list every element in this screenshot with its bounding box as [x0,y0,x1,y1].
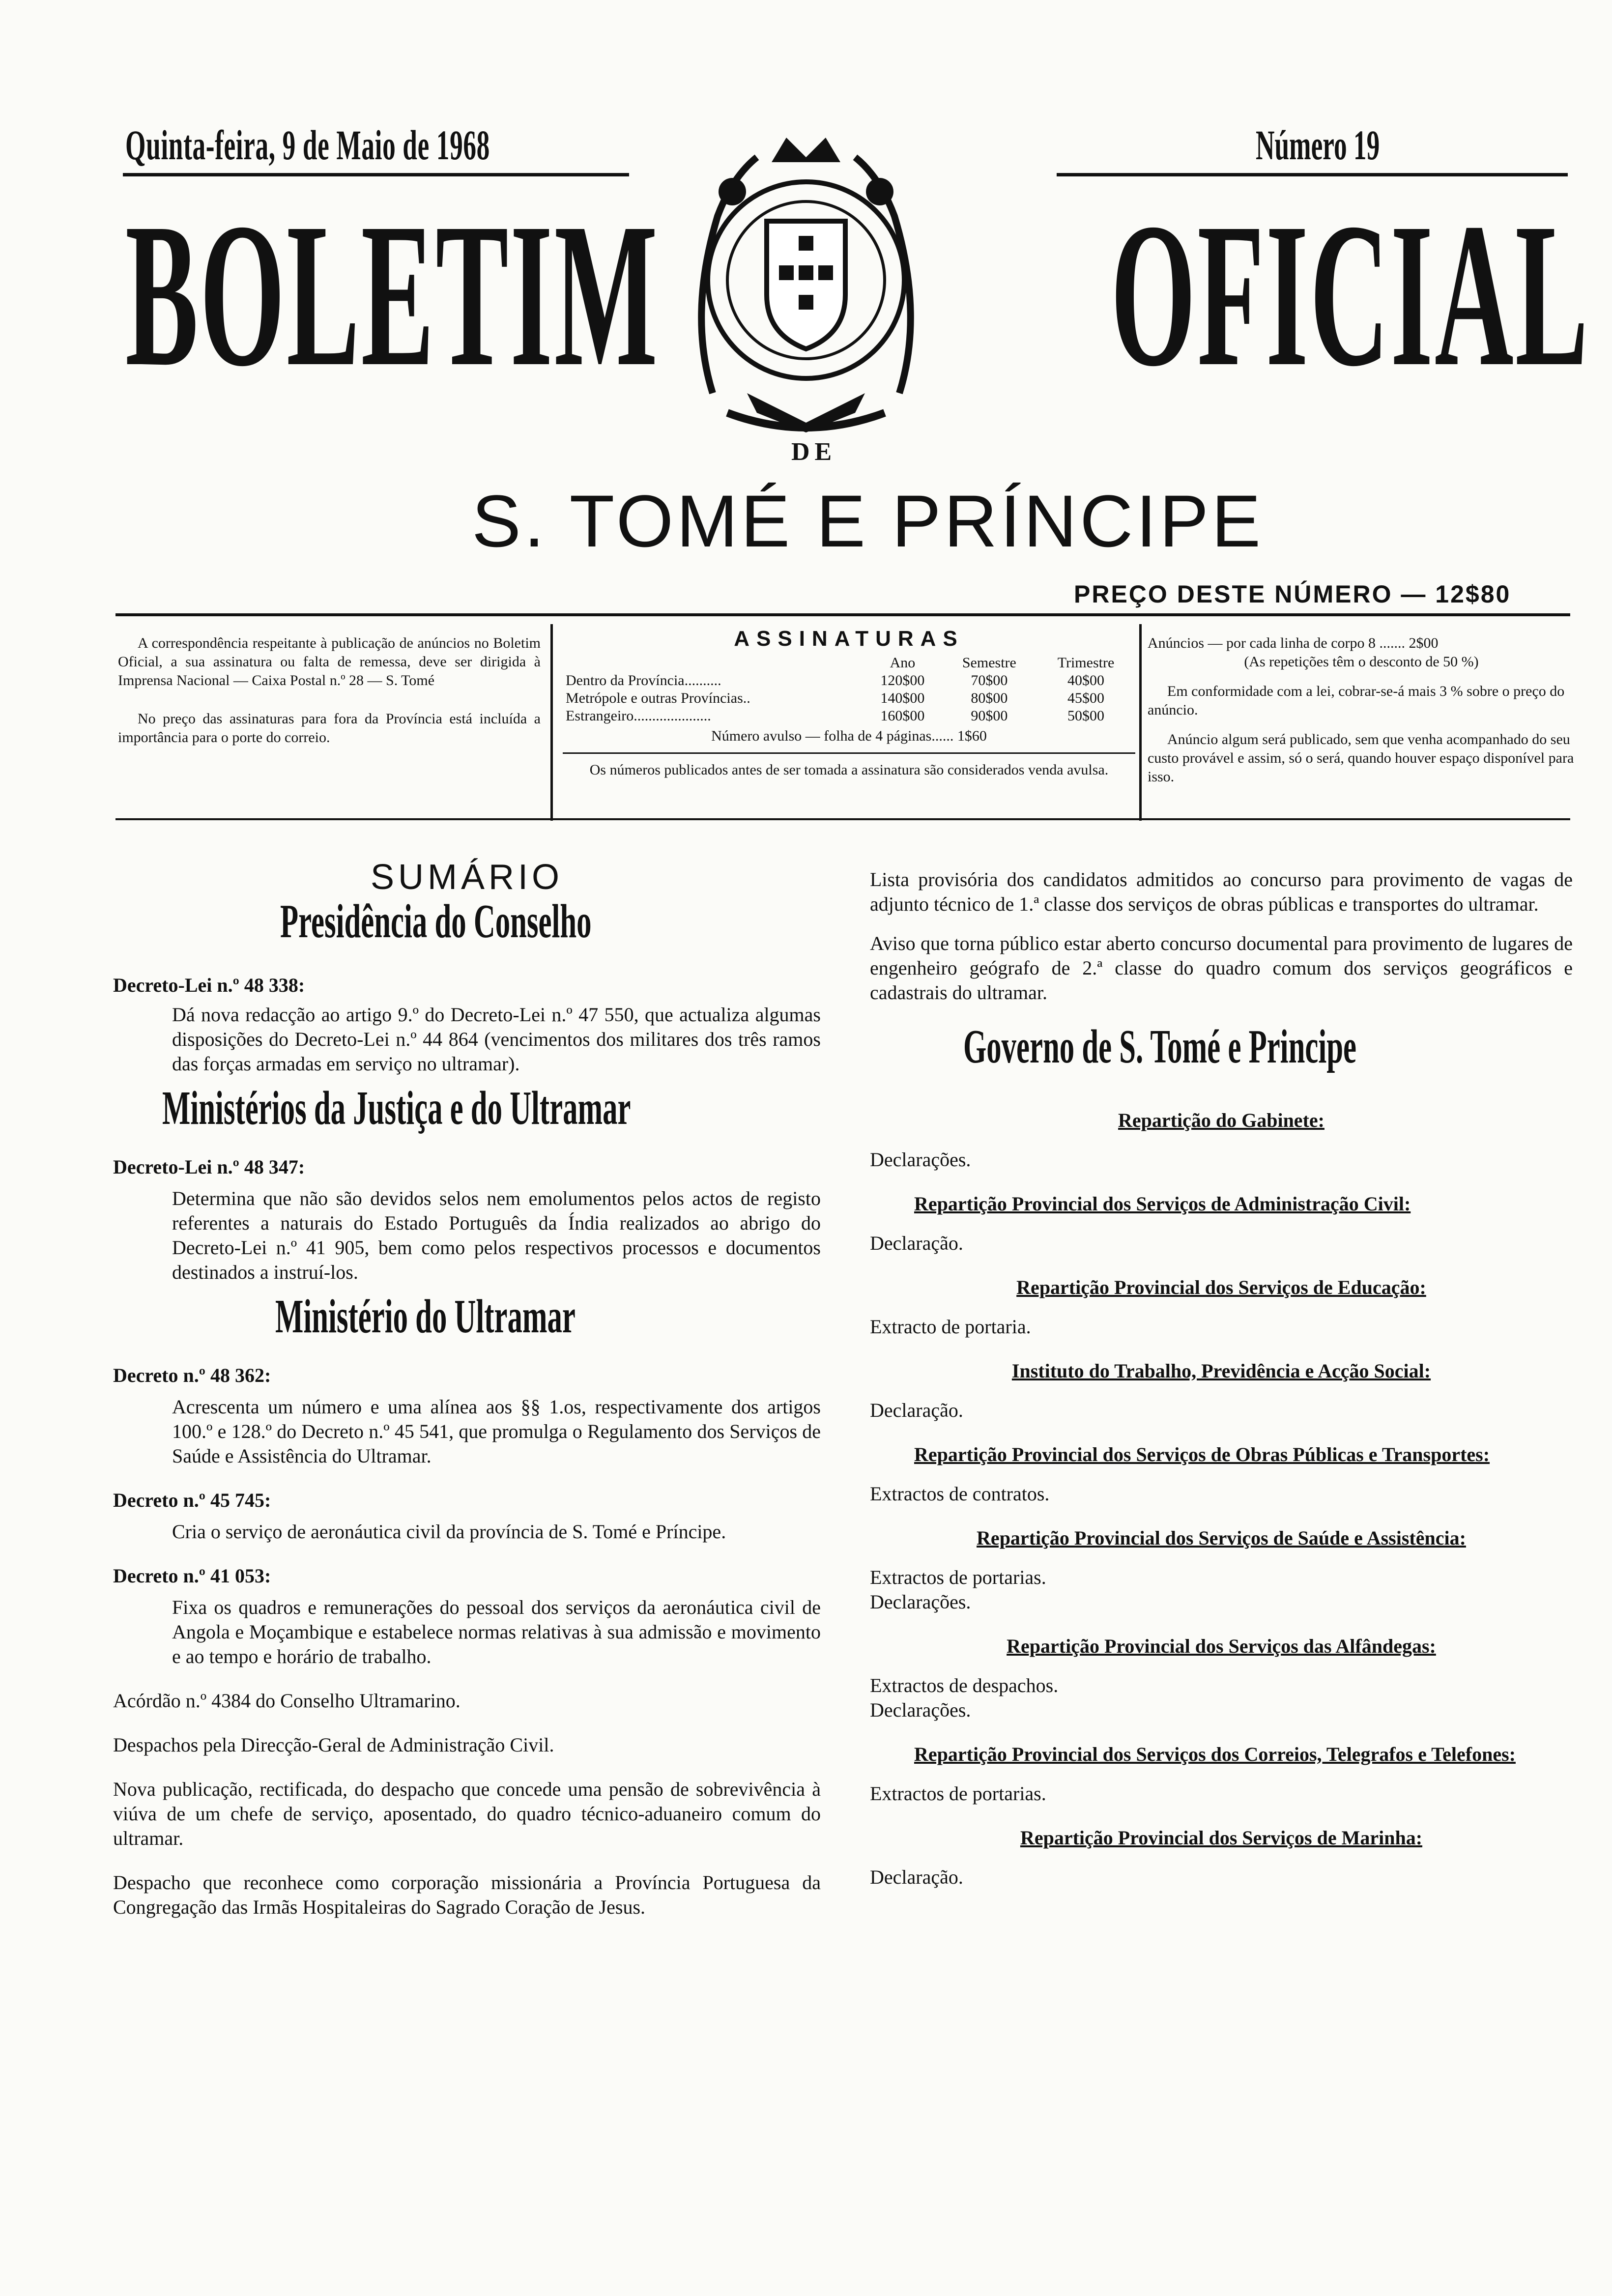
col-semestre: Semestre [962,655,1016,671]
issue-price: PREÇO DESTE NÚMERO — 12$80 [1074,580,1511,608]
issue-number: Número 19 [1256,121,1380,169]
decree-text: Determina que não são devidos selos nem emolumentos pelos actos de registo referentes a naturais do Estado Português da Índia realizados ao abrigo do Decreto-Lei n.º 41 905, bem como pelos respectivos processos e documentos destinados a instruí-los. [172,1187,821,1283]
ads-tax: Em conformidade com a lei, cobrar-se-á mais 3 % sobre o preço do anúncio. [1148,683,1565,718]
decree-label: Decreto n.º 41 053: [113,1565,271,1587]
ads-condition: Anúncio algum será publicado, sem que venha acompanhado do seu custo provável e assim, só o será, quando houver espaço disponível para isso. [1148,731,1574,785]
summary-entry: Despachos pela Direcção-Geral de Administração Civil. [113,1734,554,1756]
department-heading: Repartição Provincial dos Serviços dos Correios, Telegrafos e Telefones: [914,1743,1516,1765]
department-item: Extractos de contratos. [870,1483,1050,1505]
department-heading: Instituto do Trabalho, Previdência e Acção Social: [1011,1360,1431,1382]
summary-entry: Lista provisória dos candidatos admitidos ao concurso para provimento de vagas de adjunto técnico de 1.ª classe dos serviços de obras públicas e transportes do ultramar. [870,868,1573,915]
subscriptions-box [563,627,1135,779]
box-divider-left [550,624,553,821]
title-oficial: OFICIAL [1111,180,1590,409]
department-item: Declarações. [870,1591,971,1613]
decree-label: Decreto n.º 45 745: [113,1489,271,1511]
price-rule [115,613,1570,616]
decree-text: Cria o serviço de aeronáutica civil da província de S. Tomé e Príncipe. [172,1521,726,1543]
department-item: Declaração. [870,1399,963,1421]
table-row: Dentro da Província.......... 120$00 70$00 40$00 [566,672,1104,689]
summary-title: SUMÁRIO [370,858,564,897]
department-item: Extractos de despachos. [870,1674,1059,1696]
summary-entry: Nova publicação, rectificada, do despacho que concede uma pensão de sobrevivência à viúva de um chefe de serviço, aposentado, do quadro técnico-aduaneiro comum do ultramar. [113,1778,821,1849]
department-heading: Repartição Provincial dos Serviços de Administração Civil: [914,1193,1411,1215]
decree-text: Acrescenta um número e uma alínea aos §§ 1.os, respectivamente dos artigos 100.º e 128.º do Decreto n.º 45 541, que promulga o Regulamento dos Serviços de Saúde e Assistência do Ultramar. [172,1396,821,1467]
department-heading: Repartição Provincial dos Serviços das Alfândegas: [1007,1635,1436,1657]
decree-text: Dá nova redacção ao artigo 9.º do Decreto-Lei n.º 47 550, que actualiza algumas disposições do Decreto-Lei n.º 44 864 (vencimentos dos militares dos três ramos das forças armadas em serviço no ultramar). [172,1004,821,1075]
date-rule [123,173,629,176]
decree-label: Decreto-Lei n.º 48 338: [113,974,305,996]
postage-note: No preço das assinaturas para fora da Província está incluída a importância para o porte do correio. [118,711,541,746]
section-governo: Governo de S. Tomé e Principe [963,1020,1356,1073]
department-heading: Repartição Provincial dos Serviços de Saúde e Assistência: [977,1527,1466,1549]
issue-date: Quinta-feira, 9 de Maio de 1968 [125,121,490,169]
summary-left-column [113,858,821,1920]
department-item: Declaração. [870,1232,963,1254]
subs-rule [563,752,1135,754]
department-heading: Repartição Provincial dos Serviços de Obras Públicas e Transportes: [914,1443,1490,1465]
table-row: Estrangeiro..................... 160$00 90$00 50$00 [566,708,1104,724]
ads-discount: (As repetições têm o desconto de 50 %) [1244,654,1479,670]
department-heading: Repartição do Gabinete: [1118,1109,1324,1131]
department-heading: Repartição Provincial dos Serviços de Marinha: [1020,1827,1423,1849]
summary-entry: Acórdão n.º 4384 do Conselho Ultramarino. [113,1690,461,1712]
correspondence-box [118,634,541,747]
subscriptions-title: ASSINATURAS [734,627,964,651]
department-item: Declarações. [870,1148,971,1171]
header-bottom-rule [115,818,1570,820]
table-row: Metrópole e outras Províncias.. 140$00 80$00 45$00 [566,690,1104,706]
subs-note: Os números publicados antes de ser tomada a assinatura são considerados venda avulsa. [589,762,1109,778]
decree-label: Decreto-Lei n.º 48 347: [113,1156,305,1178]
number-rule [1057,173,1568,176]
box-divider-right [1139,624,1142,821]
title-boletim: BOLETIM [125,180,660,409]
section-justica-ultramar: Ministérios da Justiça e do Ultramar [162,1082,631,1135]
ads-rate: Anúncios — por cada linha de corpo 8 ....... 2$00 [1148,635,1439,651]
ads-box [1148,634,1575,786]
department-item: Extracto de portaria. [870,1316,1031,1338]
subscriptions-table [563,654,1135,725]
section-presidencia: Presidência do Conselho [280,895,592,948]
summary-right-column [870,867,1573,1890]
avulso-price: Número avulso — folha de 4 páginas...... 1$60 [711,728,987,744]
department-item: Extractos de portarias. [870,1566,1046,1588]
department-heading: Repartição Provincial dos Serviços de Educação: [1016,1276,1426,1298]
summary-entry: Despacho que reconhece como corporação missionária a Província Portuguesa da Congregação das Irmãs Hospitaleiras do Sagrado Coração de Jesus. [113,1871,821,1918]
col-ano: Ano [890,655,916,671]
decree-label: Decreto n.º 48 362: [113,1364,271,1386]
decree-text: Fixa os quadros e remunerações do pessoal dos serviços da aeronáutica civil de Angola e Moçambique e estabelece normas relativas à sua admissão e movimento e ao tempo e horário de trabalho. [172,1596,821,1667]
department-item: Declaração. [870,1866,963,1888]
correspondence-text: A correspondência respeitante à publicação de anúncios no Boletim Oficial, a sua assinatura ou falta de remessa, deve ser dirigida à Imprensa Nacional — Caixa Postal n.º 28 — S. Tomé [118,635,541,689]
department-item: Extractos de portarias. [870,1782,1046,1805]
department-item: Declarações. [870,1699,971,1721]
summary-entry: Aviso que torna público estar aberto concurso documental para provimento de lugares de engenheiro geógrafo de 2.ª classe do quadro comum dos serviços geográficos e cadastrais do ultramar. [870,932,1573,1004]
title-region: S. TOMÉ E PRÍNCIPE [472,480,1264,562]
coat-of-arms-emblem [659,118,953,442]
section-ultramar: Ministério do Ultramar [275,1290,576,1343]
title-de: DE [791,438,837,466]
col-trimestre: Trimestre [1057,655,1115,671]
